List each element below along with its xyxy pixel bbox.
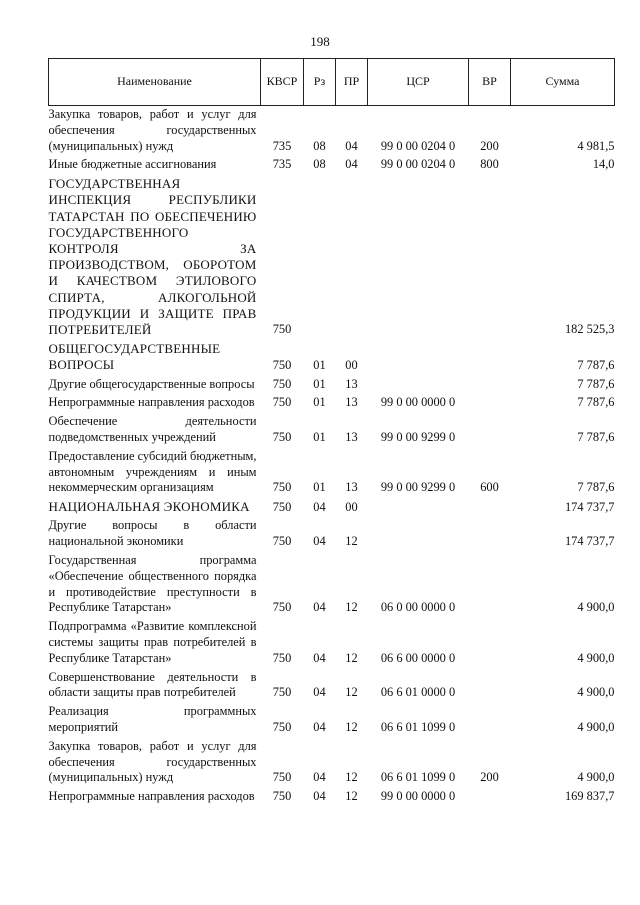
cell-kvsr: 750	[272, 719, 292, 734]
header-name: Наименование	[49, 59, 261, 106]
cell-name: ОБЩЕГОСУДАРСТВЕННЫЕ ВОПРОСЫ	[48, 341, 221, 373]
cell-rz: 08	[313, 157, 326, 172]
cell-sum: 174 737,7	[564, 534, 615, 549]
cell-name: Непрограммные направления расходов	[48, 395, 255, 410]
cell-sum: 14,0	[592, 157, 615, 172]
cell-rz: 04	[313, 499, 326, 514]
cell-csr: 99 0 00 9299 0	[380, 430, 456, 445]
cell-csr: 06 6 00 0000 0	[380, 650, 456, 665]
cell-sum: 7 787,6	[577, 480, 615, 495]
cell-pr: 13	[345, 480, 358, 495]
cell-kvsr: 750	[272, 534, 292, 549]
cell-vr	[469, 789, 511, 808]
table-row	[49, 449, 615, 499]
cell-kvsr: 750	[272, 480, 292, 495]
cell-sum: 7 787,6	[577, 357, 615, 372]
cell-name: Закупка товаров, работ и услуг для обеспечения государственных (муниципальных) нужд	[48, 107, 257, 153]
cell-rz: 01	[313, 480, 326, 495]
cell-sum: 174 737,7	[564, 499, 615, 514]
cell-pr: 12	[345, 600, 358, 615]
cell-rz: 04	[313, 770, 326, 785]
table-row	[49, 619, 615, 669]
cell-csr: 06 0 00 0000 0	[380, 600, 456, 615]
cell-sum: 7 787,6	[577, 395, 615, 410]
cell-csr: 99 0 00 0000 0	[380, 789, 456, 804]
cell-kvsr: 735	[272, 138, 292, 153]
header-rz: Рз	[304, 59, 336, 106]
cell-csr	[368, 341, 469, 376]
cell-name: НАЦИОНАЛЬНАЯ ЭКОНОМИКА	[48, 499, 250, 515]
cell-sum: 4 981,5	[577, 138, 615, 153]
cell-vr	[469, 395, 511, 414]
cell-pr: 12	[345, 534, 358, 549]
table-row	[49, 106, 615, 158]
cell-name: Обеспечение деятельности подведомственных учреждений	[48, 414, 257, 445]
cell-vr	[469, 553, 511, 619]
cell-kvsr: 750	[272, 600, 292, 615]
table-header-row	[49, 59, 615, 106]
cell-name: Закупка товаров, работ и услуг для обеспечения государственных (муниципальных) нужд	[48, 738, 257, 785]
cell-name: Иные бюджетные ассигнования	[48, 157, 217, 172]
cell-name: Предоставление субсидий бюджетным, автономным учреждениям и иным некоммерческим организациям	[48, 448, 257, 495]
cell-csr	[368, 377, 469, 396]
table-row	[49, 157, 615, 176]
cell-vr	[469, 619, 511, 669]
cell-sum: 4 900,0	[577, 719, 615, 734]
cell-rz: 04	[313, 650, 326, 665]
budget-table	[48, 58, 615, 808]
cell-csr: 06 6 01 0000 0	[380, 685, 456, 700]
header-csr: ЦСР	[368, 59, 469, 106]
cell-vr: 600	[480, 480, 499, 495]
cell-name: ГОСУДАРСТВЕННАЯ ИНСПЕКЦИЯ РЕСПУБЛИКИ ТАТАРСТАН ПО ОБЕСПЕЧЕНИЮ ГОСУДАРСТВЕННОГО КОНТРОЛЯ ЗА ПРОИЗВОДСТВОМ, ОБОРОТОМ И КАЧЕСТВОМ ЭТИЛОВОГО СПИРТА, АЛКОГОЛЬНОЙ ПРОДУКЦИИ И ЗАЩИТЕ ПРАВ ПОТРЕБИТЕЛЕЙ	[48, 176, 257, 338]
table-row	[49, 789, 615, 808]
cell-kvsr: 750	[272, 430, 292, 445]
cell-rz: 01	[313, 430, 326, 445]
table-row	[49, 176, 615, 341]
table-row	[49, 704, 615, 739]
cell-kvsr: 735	[272, 157, 292, 172]
cell-rz	[304, 176, 336, 341]
cell-name: Совершенствование деятельности в области защиты прав потребителей	[48, 669, 257, 700]
cell-kvsr: 750	[272, 685, 292, 700]
cell-sum: 182 525,3	[564, 322, 615, 337]
header-pr: ПР	[336, 59, 368, 106]
cell-csr	[368, 499, 469, 518]
cell-kvsr: 750	[272, 770, 292, 785]
cell-rz: 04	[313, 719, 326, 734]
table-row	[49, 670, 615, 705]
cell-csr: 06 6 01 1099 0	[380, 770, 456, 785]
cell-pr: 04	[345, 157, 358, 172]
cell-pr: 12	[345, 719, 358, 734]
table-row	[49, 414, 615, 449]
cell-rz: 04	[313, 600, 326, 615]
cell-name: Реализация программных мероприятий	[48, 704, 257, 734]
cell-csr	[368, 518, 469, 553]
cell-kvsr: 750	[272, 395, 292, 410]
cell-pr: 12	[345, 770, 358, 785]
cell-sum: 7 787,6	[577, 376, 615, 391]
cell-sum: 7 787,6	[577, 430, 615, 445]
cell-kvsr: 750	[272, 789, 292, 804]
table-row	[49, 395, 615, 414]
cell-rz: 04	[313, 534, 326, 549]
cell-sum: 4 900,0	[577, 685, 615, 700]
table-row	[49, 553, 615, 619]
cell-rz: 01	[313, 376, 326, 391]
header-kvsr: КВСР	[261, 59, 304, 106]
table-body	[49, 106, 615, 808]
cell-sum: 4 900,0	[577, 600, 615, 615]
cell-pr: 04	[345, 138, 358, 153]
cell-kvsr: 750	[272, 650, 292, 665]
cell-sum: 4 900,0	[577, 650, 615, 665]
cell-pr: 13	[345, 376, 358, 391]
cell-name: Государственная программа «Обеспечение общественного порядка и противодействие преступности в Республике Татарстан»	[48, 553, 257, 615]
cell-name: Другие вопросы в области национальной экономики	[48, 518, 257, 549]
cell-sum: 4 900,0	[577, 770, 615, 785]
header-sum: Сумма	[511, 59, 615, 106]
cell-vr	[469, 670, 511, 705]
cell-csr: 99 0 00 9299 0	[380, 480, 456, 495]
cell-pr: 00	[345, 357, 358, 372]
cell-kvsr: 750	[272, 499, 292, 514]
cell-kvsr: 750	[272, 357, 292, 372]
table-row	[49, 377, 615, 396]
cell-rz: 01	[313, 357, 326, 372]
cell-name: Подпрограмма «Развитие комплексной системы защиты прав потребителей в Республике Татарстан»	[48, 619, 257, 665]
cell-rz: 01	[313, 395, 326, 410]
table-row	[49, 341, 615, 376]
table-row	[49, 518, 615, 553]
cell-vr	[469, 377, 511, 396]
cell-kvsr: 750	[272, 376, 292, 391]
cell-csr: 99 0 00 0204 0	[380, 157, 456, 172]
cell-vr	[469, 341, 511, 376]
cell-vr	[469, 499, 511, 518]
cell-name: Непрограммные направления расходов	[48, 789, 255, 804]
table-row	[49, 739, 615, 789]
cell-vr: 200	[480, 770, 499, 785]
cell-vr: 800	[480, 157, 499, 172]
cell-sum: 169 837,7	[564, 789, 615, 804]
cell-vr	[469, 518, 511, 553]
cell-pr: 13	[345, 395, 358, 410]
page-number: 198	[310, 34, 330, 49]
cell-name: Другие общегосударственные вопросы	[48, 376, 255, 391]
cell-rz: 08	[313, 138, 326, 153]
cell-vr: 200	[480, 138, 499, 153]
cell-csr	[368, 176, 469, 341]
cell-rz: 04	[313, 685, 326, 700]
cell-vr	[469, 704, 511, 739]
cell-rz: 04	[313, 789, 326, 804]
cell-csr: 06 6 01 1099 0	[380, 719, 456, 734]
cell-vr	[469, 176, 511, 341]
cell-pr: 12	[345, 789, 358, 804]
header-vr: ВР	[469, 59, 511, 106]
cell-pr: 00	[345, 499, 358, 514]
cell-pr	[336, 176, 368, 341]
cell-vr	[469, 414, 511, 449]
table-row	[49, 499, 615, 518]
cell-csr: 99 0 00 0000 0	[380, 395, 456, 410]
cell-pr: 12	[345, 685, 358, 700]
cell-kvsr: 750	[272, 322, 292, 337]
cell-pr: 13	[345, 430, 358, 445]
cell-pr: 12	[345, 650, 358, 665]
cell-csr: 99 0 00 0204 0	[380, 138, 456, 153]
